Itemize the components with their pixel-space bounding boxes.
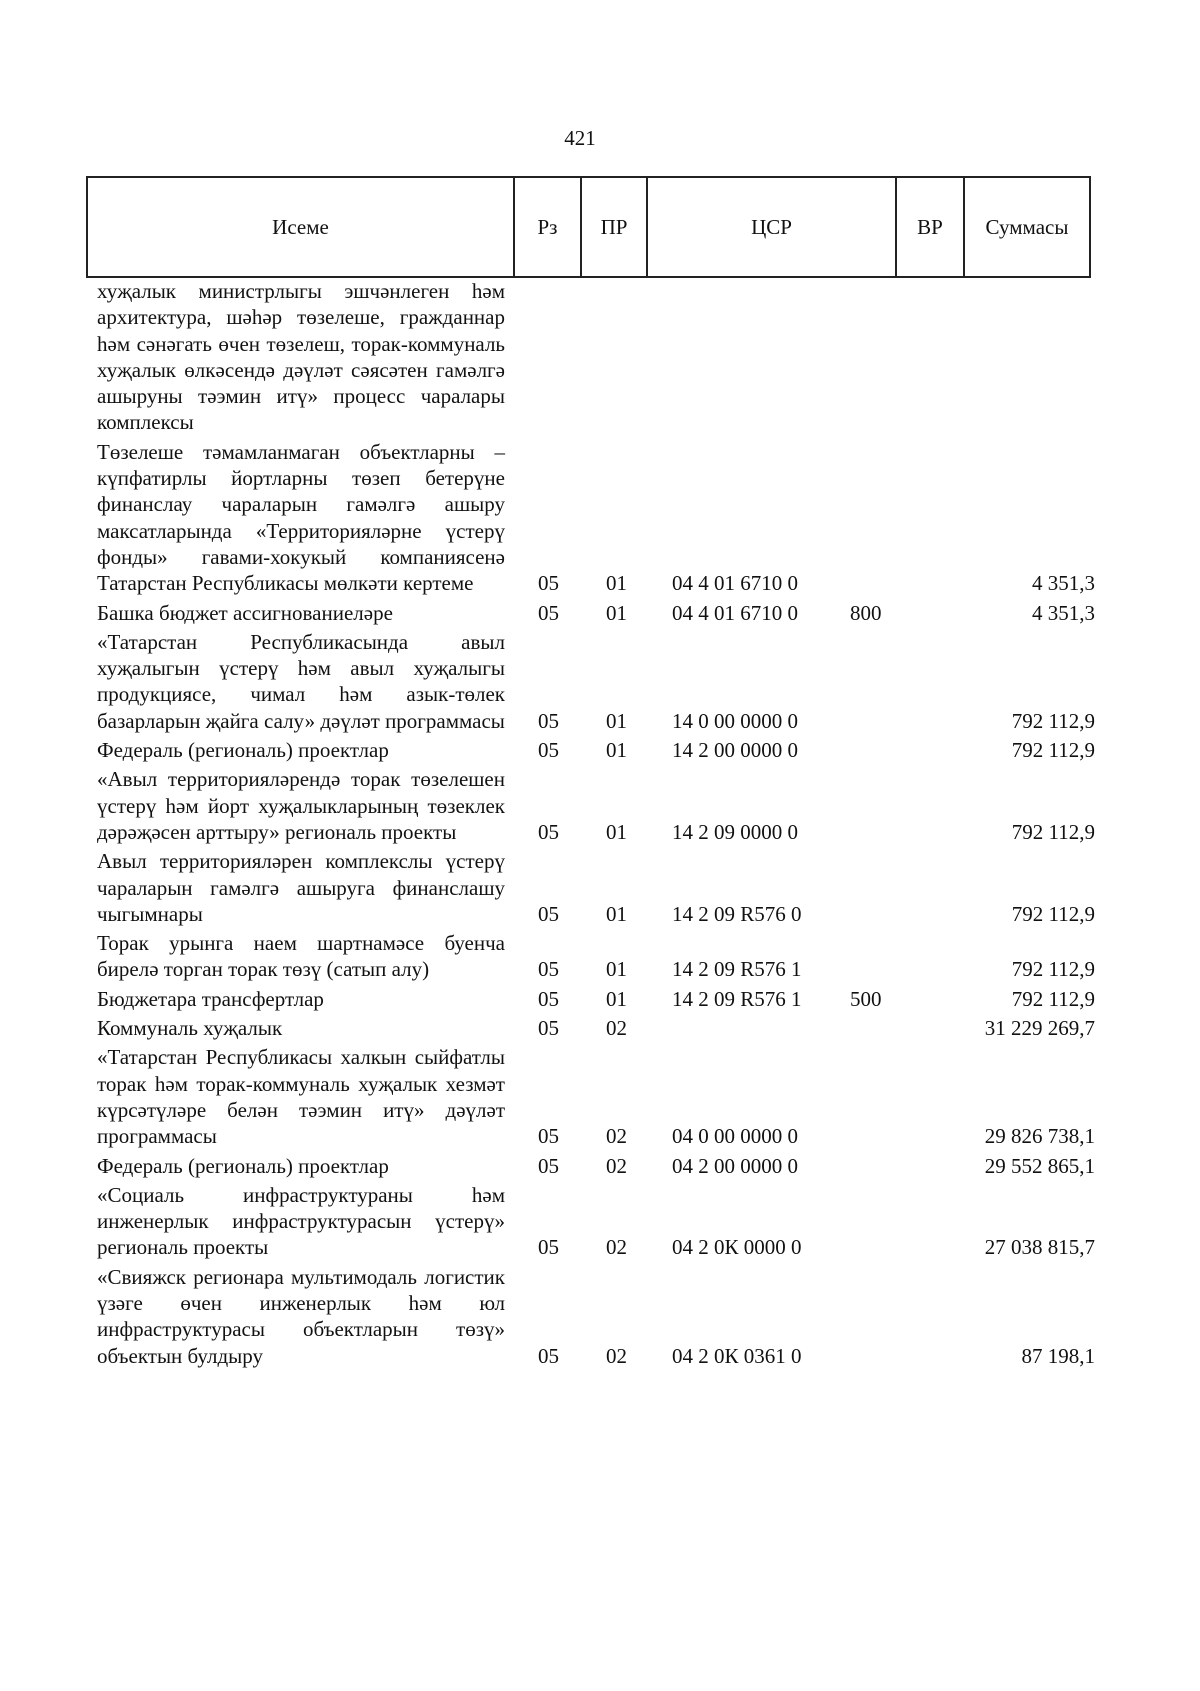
table-row xyxy=(0,737,1200,763)
row-name: «Свияжск регионара мультимодаль логистик үзәге өчен инженерлык һәм юл инфраструктурасы объектларын төзү» объектын булдыру xyxy=(97,1264,505,1368)
row-csr: 04 2 00 0000 0 xyxy=(672,1153,798,1178)
row-sum: 4 351,3 xyxy=(1032,571,1095,596)
row-csr: 14 2 00 0000 0 xyxy=(672,738,798,763)
row-csr: 04 0 00 0000 0 xyxy=(672,1124,798,1149)
row-pr: 01 xyxy=(606,738,627,763)
row-csr: 14 2 09 0000 0 xyxy=(672,819,798,844)
row-vr: 500 xyxy=(850,986,882,1011)
row-pr: 01 xyxy=(606,957,627,982)
row-sum: 792 112,9 xyxy=(1011,957,1095,982)
row-name: Федераль (региональ) проектлар xyxy=(97,1153,389,1178)
row-vr: 800 xyxy=(850,600,882,625)
row-rz: 05 xyxy=(538,1016,559,1041)
row-sum: 792 112,9 xyxy=(1011,901,1095,926)
row-rz: 05 xyxy=(538,738,559,763)
row-pr: 01 xyxy=(606,986,627,1011)
row-pr: 01 xyxy=(606,600,627,625)
row-name: Торак урынга наем шартнамәсе буенча бирелә торган торак төзү (сатып алу) xyxy=(97,931,505,982)
table-row xyxy=(0,848,1200,927)
row-pr: 01 xyxy=(606,708,627,733)
row-csr: 14 2 09 R576 1 xyxy=(672,957,802,982)
row-pr: 02 xyxy=(606,1235,627,1260)
row-csr: 14 2 09 R576 1 xyxy=(672,986,802,1011)
header-rz: Рз xyxy=(515,178,582,276)
row-rz: 05 xyxy=(538,819,559,844)
row-csr: 04 2 0К 0361 0 xyxy=(672,1343,802,1368)
row-rz: 05 xyxy=(538,957,559,982)
row-name: «Социаль инфраструктураны һәм инженерлык инфраструктурасын үстерү» региональ проекты xyxy=(97,1182,505,1260)
table-row xyxy=(0,278,1200,436)
header-csr: ЦСР xyxy=(648,178,897,276)
row-csr: 04 4 01 6710 0 xyxy=(672,571,798,596)
row-sum: 792 112,9 xyxy=(1011,708,1095,733)
row-sum: 27 038 815,7 xyxy=(984,1235,1095,1260)
row-rz: 05 xyxy=(538,708,559,733)
row-name: Федераль (региональ) проектлар xyxy=(97,738,389,763)
table-row xyxy=(0,439,1200,597)
table-row xyxy=(0,1015,1200,1041)
row-rz: 05 xyxy=(538,1153,559,1178)
row-pr: 02 xyxy=(606,1016,627,1041)
row-sum: 792 112,9 xyxy=(1011,738,1095,763)
row-pr: 02 xyxy=(606,1124,627,1149)
table-row xyxy=(0,986,1200,1012)
table-row xyxy=(0,930,1200,983)
row-rz: 05 xyxy=(538,571,559,596)
table-row xyxy=(0,1153,1200,1179)
row-name: «Татарстан Республикасында авыл хуҗалыгын үстерү һәм авыл хуҗалыгы продукциясе, чимал һәм азык-төлек базарларын җайга салу» дәүләт программасы xyxy=(97,629,505,733)
table-row xyxy=(0,1264,1200,1369)
header-pr: ПР xyxy=(582,178,648,276)
header-sum: Суммасы xyxy=(985,214,1069,239)
row-sum: 31 229 269,7 xyxy=(984,1016,1095,1041)
row-rz: 05 xyxy=(538,1343,559,1368)
row-name: Авыл территорияләрен комплекслы үстерү чараларын гамәлгә ашыруга финанслашу чыгымнары xyxy=(97,849,505,926)
table-row xyxy=(0,1182,1200,1261)
row-rz: 05 xyxy=(538,1124,559,1149)
row-sum: 4 351,3 xyxy=(1032,600,1095,625)
header-name: Исеме xyxy=(88,178,515,276)
row-name: Бюджетара трансфертлар xyxy=(97,986,324,1011)
row-rz: 05 xyxy=(538,901,559,926)
row-sum: 29 552 865,1 xyxy=(984,1153,1095,1178)
row-rz: 05 xyxy=(538,986,559,1011)
row-name: Коммуналь хуҗалык xyxy=(97,1016,283,1041)
row-sum: 792 112,9 xyxy=(1011,819,1095,844)
table-header xyxy=(86,176,1091,278)
row-sum: 792 112,9 xyxy=(1011,986,1095,1011)
row-name: «Авыл территорияләрендә торак төзелешен үстерү һәм йорт хуҗалыкларының төзеклек дәрәҗәсен арттыру» региональ проекты xyxy=(97,767,505,844)
table-row xyxy=(0,600,1200,626)
page-number: 421 xyxy=(564,126,596,150)
row-pr: 01 xyxy=(606,819,627,844)
row-csr: 14 2 09 R576 0 xyxy=(672,901,802,926)
table-body xyxy=(0,278,1200,1372)
table-row xyxy=(0,766,1200,845)
row-csr: 04 2 0К 0000 0 xyxy=(672,1235,802,1260)
row-rz: 05 xyxy=(538,1235,559,1260)
header-vr: ВР xyxy=(897,178,965,276)
row-pr: 01 xyxy=(606,901,627,926)
row-csr: 14 0 00 0000 0 xyxy=(672,708,798,733)
row-sum: 29 826 738,1 xyxy=(984,1124,1095,1149)
row-pr: 02 xyxy=(606,1343,627,1368)
row-csr: 04 4 01 6710 0 xyxy=(672,600,798,625)
table-row xyxy=(0,1044,1200,1149)
row-name: хуҗалык министрлыгы эшчәнлеген һәм архитектура, шәһәр төзелеше, гражданнар һәм сәнәгать өчен төзелеш, торак-коммуналь хуҗалык өлкәсендә дәүләт сәясәтен гамәлгә ашыруны тәэмин итү» процесс чаралары комплексы xyxy=(97,279,505,435)
row-sum: 87 198,1 xyxy=(1021,1343,1095,1368)
row-rz: 05 xyxy=(538,600,559,625)
row-pr: 01 xyxy=(606,571,627,596)
row-name: Төзелеше тәмамланмаган объектларны – күпфатирлы йортларны төзеп бетерүне финанслау чараларын гамәлгә ашыру максатларында «Территорияләрне үстерү фонды» гавами-хокукый компаниясенә Татарстан Республикасы мөлкәти кертеме xyxy=(97,439,505,596)
row-pr: 02 xyxy=(606,1153,627,1178)
row-name: «Татарстан Республикасы халкын сыйфатлы торак һәм торак-коммуналь хуҗалык хезмәт күрсәтүләре белән тәэмин итү» дәүләт программасы xyxy=(97,1045,505,1149)
row-name: Башка бюджет ассигнованиеләре xyxy=(97,600,393,625)
table-row xyxy=(0,629,1200,734)
